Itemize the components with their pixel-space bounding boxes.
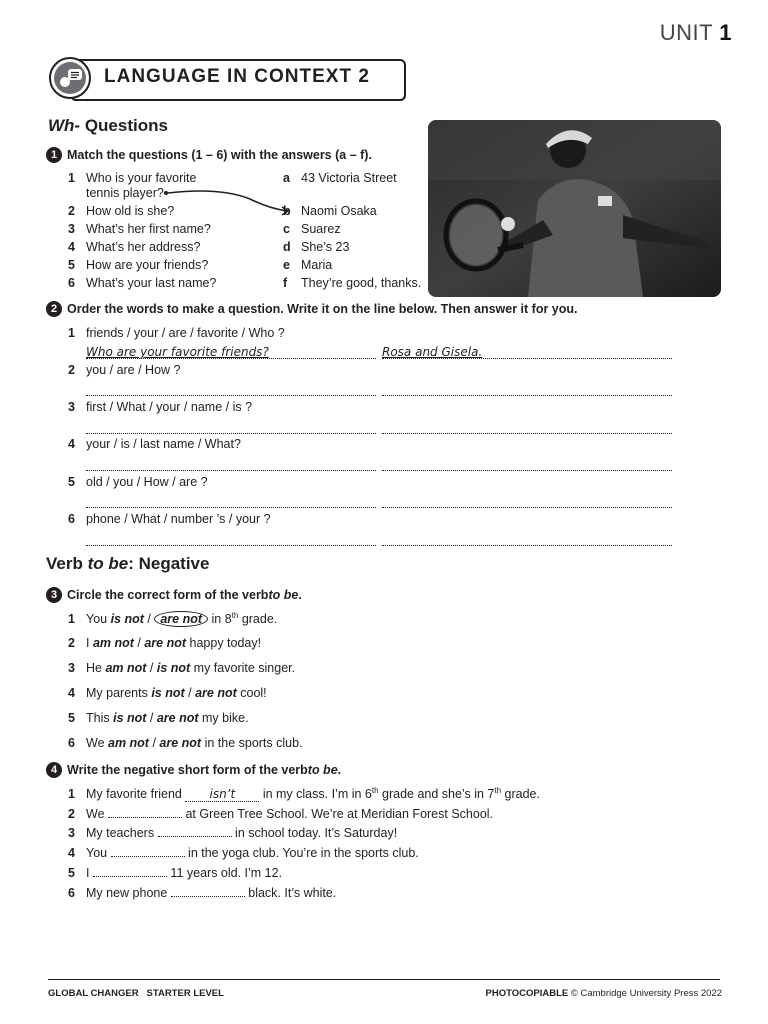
ex2-answer-line[interactable] [382,533,672,546]
ex2-handwritten-answer: Rosa and Gisela. [382,345,483,359]
ex3-number-badge: 3 [46,587,62,603]
ex2-instruction [46,301,578,317]
ex2-answer-line[interactable] [382,344,672,359]
ex4-instruction-text: Write the negative short form of the verb [67,763,308,777]
ex3-item: 2 I am not / are not happy today! [68,636,262,650]
ex1-number-badge: 1 [46,147,62,163]
option-1[interactable]: am not [105,661,147,675]
option-2-circled[interactable]: are not [154,611,208,627]
ex2-question-line[interactable] [86,458,376,471]
ex1-question: 4 What’s her address? [68,240,201,254]
ex1-question-cont: tennis player? [86,186,164,200]
ex1-question: 6 What’s your last name? [68,276,217,290]
option-1[interactable]: is not [110,612,144,627]
ex2-question-line[interactable] [86,383,376,396]
ex3-item: 4 My parents is not / are not cool! [68,686,267,700]
ex2-answer-line[interactable] [382,458,672,471]
footer-right: PHOTOCOPIABLE © Cambridge University Press 2022 [485,988,722,999]
ex4-blank[interactable] [158,825,232,837]
ex2-words: 1 friends / your / are / favorite / Who ? [68,326,285,340]
ex4-blank[interactable] [171,885,245,897]
ex2-answer-line[interactable] [382,421,672,434]
ex3-item: 1 You is not / are not in 8th grade. [68,611,278,627]
ex2-question-line[interactable] [86,344,376,359]
footer-rule [48,979,720,980]
section-title-rest: Questions [80,116,168,135]
ex3-item: 5 This is not / are not my bike. [68,711,249,725]
ex4-item: 5 I 11 years old. I’m 12. [68,866,283,880]
ex2-words: 6 phone / What / number ’s / your ? [68,512,271,526]
ex1-answer: b Naomi Osaka [283,204,377,218]
ex2-number-badge: 2 [46,301,62,317]
ex4-blank[interactable] [111,845,185,857]
speech-bubble-icon [48,56,92,100]
ex4-blank[interactable] [93,865,167,877]
ex4-item: 1 My favorite friend isn’t in my class. I’m in 6th grade and she’s in 7th grade. [68,786,540,802]
ex2-question-line[interactable] [86,421,376,434]
ex2-instruction-text: Order the words to make a question. Write it on the line below. Then answer it for you. [67,302,578,316]
banner-title: LANGUAGE IN CONTEXT 2 [104,66,370,87]
ex2-words: 3 first / What / your / name / is ? [68,400,253,414]
ex1-question: 2 How old is she? [68,204,175,218]
ex1-answer: c Suarez [283,222,341,236]
ex1-instruction-text: Match the questions (1 – 6) with the answers (a – f). [67,148,372,162]
unit-label [660,20,732,46]
section-title-verb-to-be: Verb to be: Negative [46,554,210,573]
option-2[interactable]: are not [156,711,199,725]
option-1[interactable]: am not [92,636,134,650]
unit-word: UNIT [659,20,713,45]
section-title-wh-questions [48,116,168,136]
ex3-item: 3 He am not / is not my favorite singer. [68,661,296,675]
ex4-blank[interactable]: isn’t [185,787,259,802]
ex1-question: 5 How are your friends? [68,258,209,272]
ex2-handwritten-question: Who are your favorite friends? [86,345,269,359]
ex1-instruction [46,147,372,163]
ex2-words: 5 old / you / How / are ? [68,475,208,489]
ex2-answer-line[interactable] [382,383,672,396]
ex1-answer: f They’re good, thanks. [283,276,422,290]
section-banner [48,56,405,100]
section-title-italic: Wh- [48,116,81,135]
ex4-number-badge: 4 [46,762,62,778]
ex1-question: 3 What’s her first name? [68,222,211,236]
ex4-blank[interactable] [108,806,182,818]
unit-number: 1 [719,20,732,45]
match-line [160,185,295,220]
ex3-instruction: 3 Circle the correct form of the verb to be . [46,587,302,603]
ex2-question-line[interactable] [86,533,376,546]
ex4-item: 4 You in the yoga club. You’re in the sports club. [68,846,419,860]
option-1[interactable]: is not [151,686,185,700]
option-1[interactable]: am not [108,736,149,750]
ex4-item: 3 My teachers in school today. It’s Saturday! [68,826,398,840]
option-2[interactable]: are not [159,736,202,750]
ex2-answer-line[interactable] [382,495,672,508]
ex4-item: 2 We at Green Tree School. We’re at Meridian Forest School. [68,807,494,821]
footer-left: GLOBAL CHANGER STARTER LEVEL [48,988,224,999]
ex3-item: 6 We am not / are not in the sports club. [68,736,303,750]
option-2[interactable]: are not [144,636,187,650]
ex2-words: 2 you / are / How ? [68,363,181,377]
ex1-question: 1 Who is your favorite [68,171,197,185]
ex4-item: 6 My new phone black. It’s white. [68,886,337,900]
ex2-question-line[interactable] [86,495,376,508]
ex4-instruction: 4 Write the negative short form of the verb to be . [46,762,341,778]
ex1-answer: a 43 Victoria Street [283,171,397,185]
tennis-player-photo [428,120,721,297]
option-1[interactable]: is not [113,711,147,725]
ex1-answer: e Maria [283,258,333,272]
ex1-answer: d She’s 23 [283,240,350,254]
ex3-instruction-text: Circle the correct form of the verb [67,588,269,602]
option-2[interactable]: is not [156,661,191,675]
option-2[interactable]: are not [195,686,237,700]
ex2-words: 4 your / is / last name / What? [68,437,241,451]
